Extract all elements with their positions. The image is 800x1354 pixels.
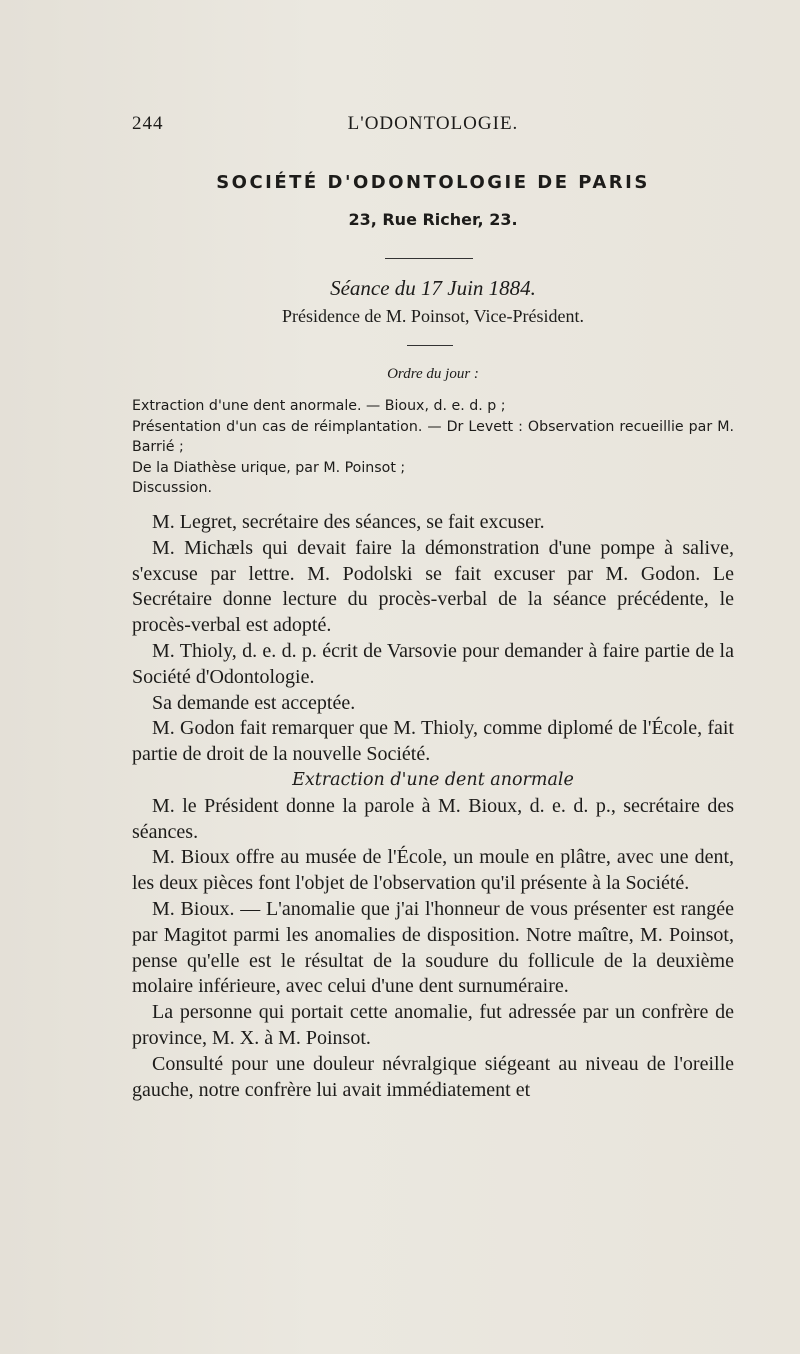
paragraph: M. Godon fait remarquer que M. Thioly, comme diplomé de l'École, fait partie de droit de la nouvelle Société.: [132, 717, 734, 766]
divider-rule-short: [407, 345, 453, 346]
paragraph: Sa demande est acceptée.: [152, 691, 356, 714]
paragraph: Consulté pour une douleur névralgique siégeant au niveau de l'oreille gauche, notre confrère lui avait immédiatement et: [132, 1052, 734, 1101]
meeting-date: Séance du 17 Juin 1884.: [330, 276, 536, 300]
paragraph: M. Bioux. — L'anomalie que j'ai l'honneur de vous présenter est rangée par Magitot parmi les anomalies de disposition. Notre maître, M. Poinsot, pense qu'elle est le résultat de la soudure du follicule de la deuxième molaire inférieure, avec celui d'une dent surnuméraire.: [132, 897, 734, 998]
society-address: 23, Rue Richer, 23.: [348, 210, 518, 229]
page-number: 244: [132, 113, 164, 134]
agenda-item: Discussion.: [132, 480, 212, 496]
journal-title: L'ODONTOLOGIE.: [347, 113, 519, 134]
agenda-item: Extraction d'une dent anormale. — Bioux, d. e. d. p ;: [132, 398, 506, 414]
paragraph: La personne qui portait cette anomalie, fut adressée par un confrère de province, M. X. à M. Poinsot.: [132, 1001, 734, 1049]
agenda-title: Ordre du jour :: [387, 366, 479, 382]
section-subtitle: Extraction d'une dent anormale: [292, 769, 574, 790]
agenda-item: De la Diathèse urique, par M. Poinsot ;: [132, 459, 406, 476]
paragraph: M. le Président donne la parole à M. Bioux, d. e. d. p., secrétaire des séances.: [132, 794, 734, 843]
agenda-list: [132, 396, 734, 499]
paragraph: M. Legret, secrétaire des séances, se fait excuser.: [152, 511, 545, 533]
running-header: [132, 113, 734, 143]
society-title: SOCIÉTÉ D'ODONTOLOGIE DE PARIS: [216, 172, 650, 193]
paragraph: M. Thioly, d. e. d. p. écrit de Varsovie pour demander à faire partie de la Société d'Odontologie.: [132, 639, 734, 688]
minutes-body: [132, 510, 734, 1103]
agenda-item: Présentation d'un cas de réimplantation. — Dr Levett : Observation recueillie par M. Barrié ;: [132, 418, 734, 455]
divider-rule: [385, 258, 473, 259]
paragraph: M. Bioux offre au musée de l'École, un moule en plâtre, avec une dent, les deux pièces font l'objet de l'observation qu'il présente à la Société.: [132, 846, 734, 895]
meeting-presidence: Présidence de M. Poinsot, Vice-Président.: [281, 306, 585, 326]
paragraph: M. Michæls qui devait faire la démonstration d'une pompe à salive, s'excuse par lettre. M. Podolski se fait excuser par M. Godon. Le Secrétaire donne lecture du procès-verbal de la séance précédente, le procès-verbal est adopté.: [132, 536, 734, 637]
